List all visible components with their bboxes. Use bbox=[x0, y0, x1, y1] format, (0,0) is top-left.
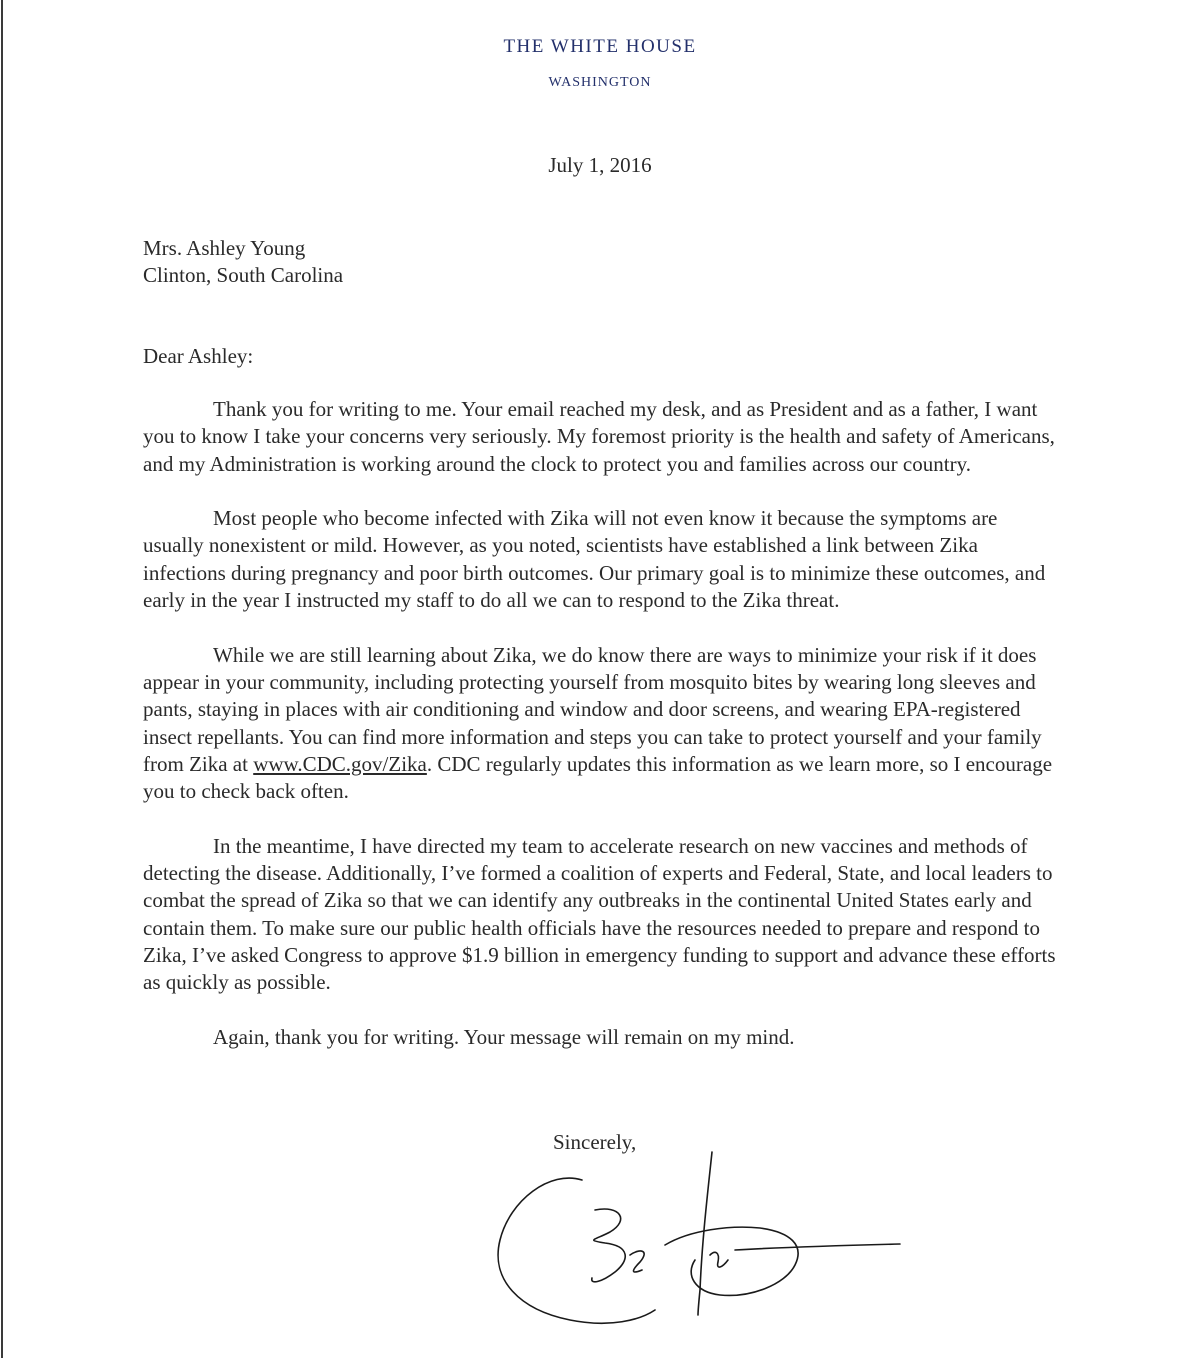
recipient-address bbox=[143, 235, 343, 289]
letterhead-title: THE WHITE HOUSE bbox=[503, 36, 697, 57]
paragraph-1: Thank you for writing to me. Your email reached my desk, and as President and as a father, I want you to know I take your concerns very seriously. My foremost priority is the health and safety of Americans, and my Administration is working around the clock to protect you and families across our country. bbox=[143, 397, 1055, 476]
handwritten-signature bbox=[490, 1140, 910, 1340]
recipient-location: Clinton, South Carolina bbox=[143, 263, 344, 287]
recipient-name: Mrs. Ashley Young bbox=[143, 236, 306, 260]
paragraph-4: In the meantime, I have directed my team to accelerate research on new vaccines and methods of detecting the disease. Additionally, I’ve formed a coalition of experts and Federal, State, and local leaders to combat the spread of Zika so that we can identify any outbreaks in the continental United States early and contain them. To make sure our public health officials have the resources needed to prepare and respond to Zika, I’ve asked Congress to approve $1.9 billion in emergency funding to support and advance these efforts as quickly as possible. bbox=[143, 833, 1056, 995]
letterhead-city: WASHINGTON bbox=[548, 75, 652, 90]
letter-date: July 1, 2016 bbox=[548, 153, 652, 177]
letter-body bbox=[143, 396, 1063, 1078]
paragraph-3 bbox=[143, 642, 1063, 806]
paragraph-5: Again, thank you for writing. Your message will remain on my mind. bbox=[213, 1024, 795, 1049]
closing: Sincerely, bbox=[553, 1130, 637, 1154]
salutation: Dear Ashley: bbox=[143, 344, 254, 368]
paragraph-2: Most people who become infected with Zika will not even know it because the symptoms are usually nonexistent or mild. However, as you noted, scientists have established a link between Zika infections during pregnancy and poor birth outcomes. Our primary goal is to minimize these outcomes, and early in the year I instructed my staff to do all we can to respond to the Zika threat. bbox=[143, 506, 1046, 613]
paragraph-3-before: While we are still learning about Zika, we do know there are ways to minimize your risk if it does appear in your community, including protecting yourself from mosquito bites by wearing long sleeves and pants, staying in places with air conditioning and window and door screens, and wearing EPA-registered insect repellants. You can find more information and steps you can take to protect yourself and your family from Zika at bbox=[143, 642, 1042, 776]
page-edge-line bbox=[1, 0, 3, 1358]
paragraph-3-after: . CDC regularly updates this information as we learn more, so I encourage you to check back often. bbox=[143, 751, 1053, 804]
cdc-zika-link[interactable]: www.CDC.gov/Zika bbox=[253, 751, 427, 776]
